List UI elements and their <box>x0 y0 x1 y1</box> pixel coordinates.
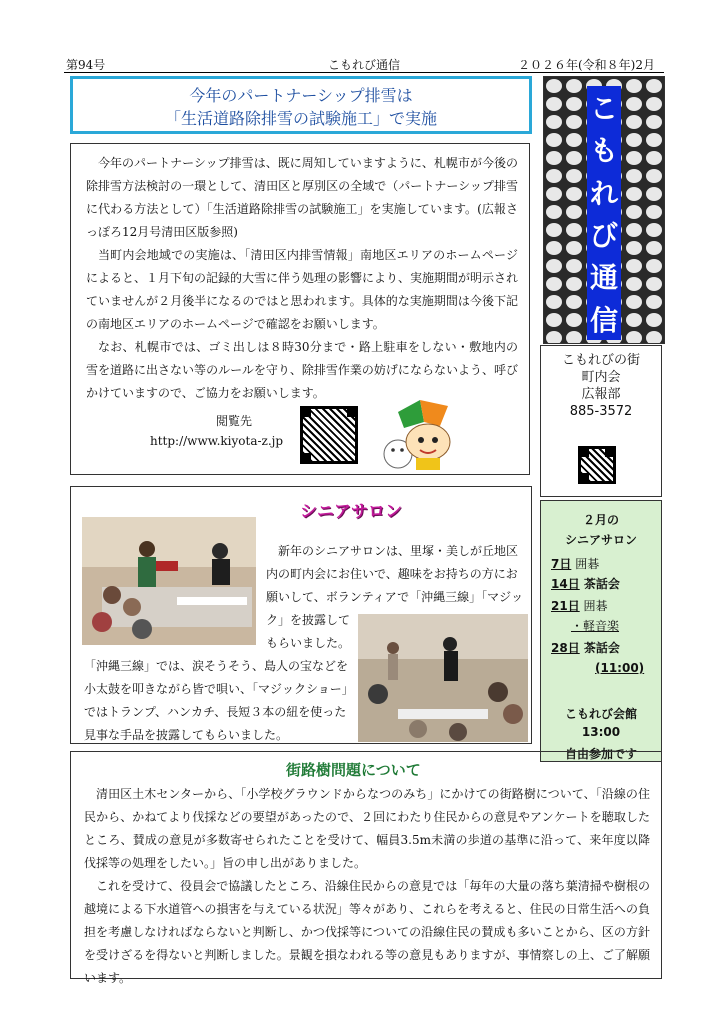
schedule-title2: シニアサロン <box>564 533 637 547</box>
main-paragraph: 当町内会地域での実施は、「清田区内排雪情報」南地区エリアのホームページによると、１月下旬の記録的大雪に伴う処理の影響により、実施期間が明示されていませんが２月後半になるのではと思われます。具体的な実施期間は今後下記の南地区エリアのホームページで確認をお願いします。 <box>86 248 519 331</box>
header-rule <box>64 72 664 73</box>
headline-line1: 今年のパートナーシップ排雪は <box>189 86 413 105</box>
senior-salon-title: シニアサロン <box>300 502 402 522</box>
schedule-item: 7日 囲碁 <box>551 557 600 571</box>
qr-code-icon <box>300 406 358 464</box>
publisher-area: こもれびの街 <box>561 353 640 368</box>
masthead-vertical-title <box>587 86 621 340</box>
headline-line2: 「生活道路除排雪の試験施工」で実施 <box>164 109 437 128</box>
photo-magic-show <box>358 614 528 742</box>
publisher-qr-icon <box>578 446 616 484</box>
schedule-note: 自由参加です <box>564 747 637 761</box>
masthead-char: 通 <box>589 261 618 295</box>
masthead-char: も <box>589 134 618 168</box>
schedule-venue: こもれび会館 <box>564 707 637 721</box>
schedule-item: (11:00) <box>595 661 645 675</box>
street-tree-text <box>84 783 650 990</box>
masthead-char: こ <box>589 92 618 126</box>
senior-text-a: 新年のシニアサロンは、里塚・美しが丘地区内の町内会にお住いで、趣味をお持ちの方にお願いして、ボランティアで「沖縄三線」「マジック」を披露して <box>266 544 524 627</box>
street-tree-paragraph: 清田区土木センターから、「小学校グラウンドからなつのみち」にかけての街路樹について、「沿線の住民から、かねてより伐採などの要望があったので、２回にわたり住民からの意見やアンケートを聴取したところ、賛成の意見が多数寄せられたことを受けて、幅員3.5m未満の歩道の基準に沿って、来年度以降伐採等の処理をしたい。」旨の申し出がありました。 <box>84 787 650 870</box>
schedule-item: 14日 茶話会 <box>551 577 620 591</box>
schedule-time: 13:00 <box>581 725 621 739</box>
publisher-dept: 広報部 <box>581 387 621 402</box>
street-tree-title: 街路樹問題について <box>286 761 421 779</box>
issue-number: 第94号 <box>66 58 106 72</box>
newsletter-name: こもれび通信 <box>328 58 401 72</box>
link-label: 閲覧先 <box>216 414 253 428</box>
issue-date: ２０２６年(令和８年)2月 <box>518 58 655 72</box>
headline-box <box>70 76 532 134</box>
publisher-phone: 885-3572 <box>569 404 633 419</box>
main-paragraph: 今年のパートナーシップ排雪は、既に周知していますように、札幌市が今後の除排雪方法検討の一環として、清田区と厚別区の全域で（パートナーシップ排雪に代わる方法として）「生活道路除排雪の試験施工」を実施しています。(広報さっぽろ12月号清田区版参照) <box>86 156 518 239</box>
senior-salon-schedule <box>540 500 662 762</box>
main-article-text <box>86 152 518 405</box>
mascot-illustration <box>380 398 462 474</box>
masthead-char: 信 <box>589 303 618 337</box>
senior-text-b: もらいました。 <box>266 636 351 650</box>
senior-text-c: 「沖縄三線」では、涙そうそう、島人の宝などを小太鼓を叩きながら皆で唄い、「マジックショー」ではトランプ、ハンカチ、長短３本の紐を使った見事な手品を披露してもらいました。 <box>84 659 354 742</box>
schedule-title1: ２月の <box>582 513 619 527</box>
link-url[interactable]: http://www.kiyota-z.jp <box>150 434 284 448</box>
schedule-item: 21日 囲碁 <box>551 599 608 613</box>
main-paragraph: なお、札幌市では、ゴミ出しは８時30分まで・路上駐車をしない・敷地内の雪を道路に出さない等のルールを守り、除排雪作業の妨げにならないよう、呼びかけていますので、ご協力をお願いします。 <box>86 340 518 400</box>
photo-sanshin-performance <box>82 517 256 645</box>
street-tree-paragraph: これを受けて、役員会で協議したところ、沿線住民からの意見では「毎年の大量の落ち葉清掃や樹根の越境による下水道管への損害を与えている状況」等々があり、これらを考えると、住民の日常生活への負担を考慮しなければならないと判断し、かつ伐採等についての沿線住民の賛成も多いことから、区の方針を受けざるを得ないと判断しました。景観を損なわれる等の意見もありますが、事情察しの上、ご了解願います。 <box>84 879 650 985</box>
publisher-assoc: 町内会 <box>581 370 621 385</box>
schedule-item: ・軽音楽 <box>571 619 620 633</box>
masthead-char: れ <box>589 176 618 210</box>
masthead-char: び <box>589 219 618 253</box>
schedule-item: 28日 茶話会 <box>551 641 620 655</box>
